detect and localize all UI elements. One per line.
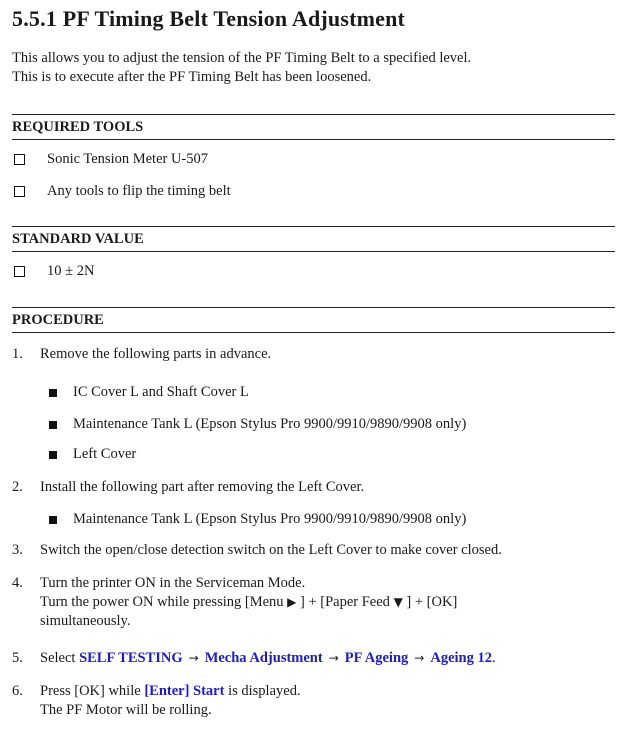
step-number: 6. (12, 683, 23, 699)
intro-text (12, 49, 471, 87)
right-arrow-icon: → (188, 651, 199, 665)
list-item (49, 416, 466, 433)
step-number: 1. (12, 346, 23, 362)
bullet-square-icon (49, 516, 57, 524)
procedure-step-2 (12, 478, 364, 497)
intro-line: This allows you to adjust the tension of the PF Timing Belt to a specified level. (12, 50, 472, 66)
step-number: 3. (12, 542, 23, 558)
step-number: 4. (12, 575, 23, 591)
procedure-heading: PROCEDURE (12, 307, 615, 333)
bullet-square-icon (49, 389, 57, 397)
checkbox-icon (14, 266, 25, 277)
step-text (40, 574, 457, 631)
procedure-step-4 (12, 574, 457, 631)
tool-item-text: Any tools to flip the timing belt (47, 183, 231, 199)
tool-item (12, 151, 208, 168)
checkbox-icon (14, 154, 25, 165)
right-arrow-icon: → (414, 651, 425, 665)
procedure-step-5 (12, 649, 496, 668)
step-line-part: . (491, 650, 496, 666)
standard-value-text: 10 ± 2N (47, 263, 95, 279)
step-line: Turn the printer ON in the Serviceman Mode. (40, 575, 306, 591)
procedure-step-1 (12, 345, 271, 364)
intro-line: This is to execute after the PF Timing Belt has been loosened. (12, 69, 372, 85)
step-line (40, 594, 457, 610)
procedure-step-3 (12, 541, 502, 560)
step-line-part: ] + [Paper Feed (296, 594, 394, 610)
checkbox-icon (14, 186, 25, 197)
display-text: [Enter] Start (144, 683, 225, 699)
page-title: 5.5.1 PF Timing Belt Tension Adjustment (12, 6, 406, 31)
menu-path-item: PF Ageing (344, 650, 409, 666)
list-item (49, 511, 466, 528)
step-text: Install the following part after removing the Left Cover. (40, 479, 365, 495)
standard-value-item (12, 263, 94, 280)
bullet-square-icon (49, 421, 57, 429)
step-line-part: is displayed. (224, 683, 301, 699)
right-arrow-icon: → (328, 651, 339, 665)
list-item-text: Maintenance Tank L (Epson Stylus Pro 9900/9910/9890/9908 only) (73, 511, 467, 527)
list-item-text: Maintenance Tank L (Epson Stylus Pro 9900/9910/9890/9908 only) (73, 416, 467, 432)
list-item (49, 384, 249, 401)
bullet-square-icon (49, 451, 57, 459)
step-line-part: Press [OK] while (40, 683, 145, 699)
tool-item-text: Sonic Tension Meter U-507 (47, 151, 209, 167)
step-line: simultaneously. (40, 613, 131, 629)
menu-path-item: SELF TESTING (79, 650, 183, 666)
step-line-part: Turn the power ON while pressing [Menu (40, 594, 288, 610)
list-item-text: Left Cover (73, 446, 137, 462)
step-line-part: Select (40, 650, 80, 666)
menu-path-item: Ageing 12 (430, 650, 492, 666)
down-triangle-icon: ▼ (393, 595, 403, 609)
required-tools-heading: REQUIRED TOOLS (12, 114, 615, 140)
tool-item (12, 183, 231, 200)
step-line: The PF Motor will be rolling. (40, 702, 212, 718)
step-text (40, 649, 496, 668)
standard-value-heading: STANDARD VALUE (12, 226, 615, 252)
list-item (49, 446, 136, 463)
step-text (40, 682, 301, 720)
step-line-part: ] + [OK] (402, 594, 458, 610)
step-text: Switch the open/close detection switch on the Left Cover to make cover closed. (40, 542, 502, 558)
menu-path-item: Mecha Adjustment (204, 650, 323, 666)
step-number: 5. (12, 650, 23, 666)
step-text: Remove the following parts in advance. (40, 346, 272, 362)
right-triangle-icon: ▶ (287, 595, 297, 609)
step-number: 2. (12, 479, 23, 495)
list-item-text: IC Cover L and Shaft Cover L (73, 384, 249, 400)
procedure-step-6 (12, 682, 301, 720)
